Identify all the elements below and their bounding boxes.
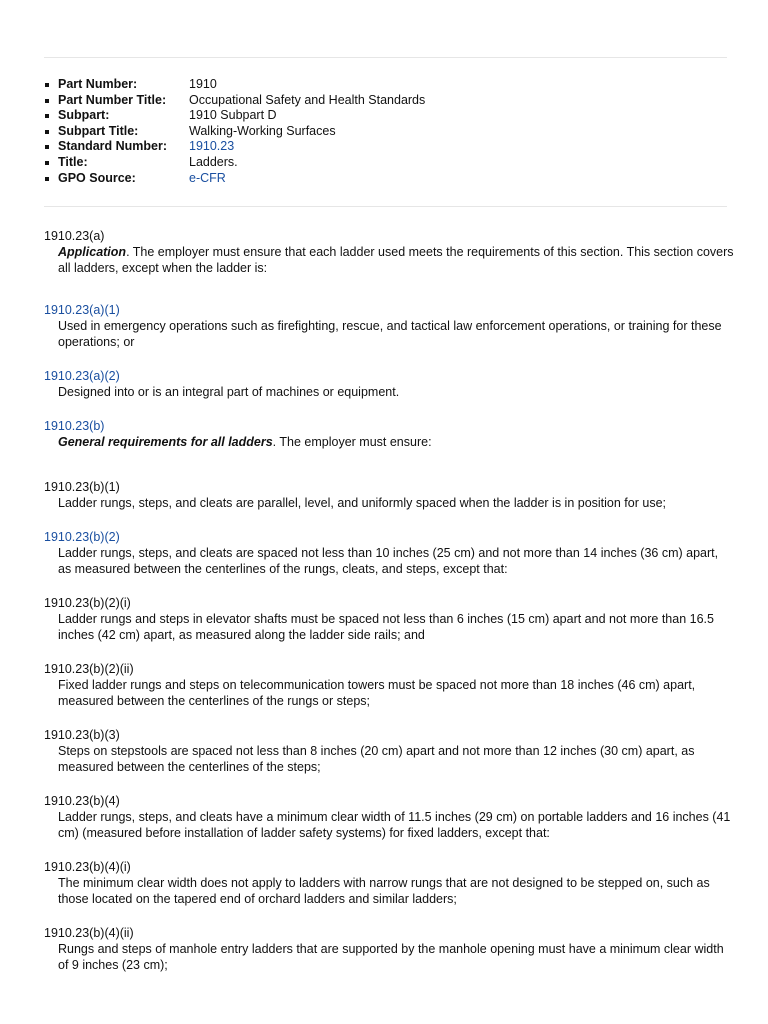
- bullet-icon: [45, 161, 49, 165]
- section-1910-23-b-3: [44, 727, 734, 775]
- metadata-value: 1910 Subpart D: [189, 108, 277, 123]
- section-1910-23-b-4: [44, 793, 734, 841]
- section-text: Steps on stepstools are spaced not less than 8 inches (20 cm) apart and not more than 12 inches (30 cm) apart, as measured between the centerlines of the steps;: [58, 744, 695, 774]
- section-text: Ladder rungs, steps, and cleats are parallel, level, and uniformly spaced when the ladder is in position for use;: [58, 496, 666, 510]
- section-1910-23-a-2: [44, 368, 734, 400]
- section-id-link[interactable]: 1910.23(a)(1): [44, 303, 120, 317]
- section-id-link[interactable]: 1910.23(a)(2): [44, 369, 120, 383]
- bullet-icon: [45, 99, 49, 103]
- metadata-label: Subpart Title:: [58, 123, 139, 138]
- section-1910-23-b-4-i: [44, 859, 734, 907]
- metadata-title: [44, 155, 724, 171]
- standard-number-link[interactable]: 1910.23: [189, 139, 235, 154]
- metadata-value: 1910: [189, 77, 217, 91]
- section-body: . The employer must ensure that each ladder used meets the requirements of this section. This section covers all ladders, except when the ladder is:: [58, 245, 734, 275]
- section-id: 1910.23(b)(4): [44, 794, 120, 808]
- metadata-divider: [44, 206, 727, 207]
- metadata-subpart-title: [44, 124, 724, 140]
- section-text: [44, 244, 734, 276]
- bullet-icon: [45, 114, 49, 118]
- bullet-icon: [45, 83, 49, 87]
- section-heading: Application: [58, 245, 127, 259]
- section-text: Ladder rungs, steps, and cleats have a minimum clear width of 11.5 inches (29 cm) on portable ladders and 16 inches (41 cm) (measured before installation of ladder safety systems) for fixed ladders, except that:: [58, 810, 731, 840]
- metadata-part-number: [44, 77, 724, 93]
- section-id-link[interactable]: 1910.23(b)(2): [44, 530, 120, 544]
- section-id: 1910.23(b)(1): [44, 480, 120, 494]
- section-1910-23-b: [44, 418, 734, 450]
- section-text: [44, 434, 734, 450]
- section-text: Designed into or is an integral part of machines or equipment.: [58, 385, 400, 399]
- section-id: 1910.23(a): [44, 229, 105, 243]
- section-1910-23-a-1: [44, 302, 734, 350]
- section-id: 1910.23(b)(2)(ii): [44, 662, 134, 676]
- section-1910-23-a: [44, 228, 734, 276]
- section-id: 1910.23(b)(4)(ii): [44, 926, 134, 940]
- metadata-label: Title:: [58, 154, 88, 169]
- section-1910-23-b-2-i: [44, 595, 734, 643]
- section-body: . The employer must ensure:: [272, 435, 432, 449]
- section-id-link[interactable]: 1910.23(b): [44, 419, 105, 433]
- gpo-source-link[interactable]: e-CFR: [189, 170, 226, 185]
- metadata-part-number-title: [44, 93, 724, 109]
- standard-metadata-list: [44, 77, 724, 186]
- section-text: Rungs and steps of manhole entry ladders that are supported by the manhole opening must have a minimum clear width of 9 inches (23 cm);: [58, 942, 724, 972]
- metadata-value: Walking-Working Surfaces: [189, 123, 336, 138]
- section-1910-23-b-4-ii: [44, 925, 734, 973]
- metadata-label: Standard Number:: [58, 139, 168, 154]
- section-text: Ladder rungs, steps, and cleats are spaced not less than 10 inches (25 cm) and not more than 14 inches (36 cm) apart, as measured between the centerlines of the rungs, cleats, and steps, except that:: [58, 546, 719, 576]
- section-id: 1910.23(b)(2)(i): [44, 596, 131, 610]
- section-id: 1910.23(b)(4)(i): [44, 860, 131, 874]
- section-text: Fixed ladder rungs and steps on telecommunication towers must be spaced not more than 18 inches (46 cm) apart, measured between the centerlines of the rungs or steps;: [58, 678, 696, 708]
- metadata-label: Part Number:: [58, 77, 138, 91]
- bullet-icon: [45, 130, 49, 134]
- metadata-label: GPO Source:: [58, 170, 136, 185]
- metadata-value: Ladders.: [189, 154, 238, 169]
- bullet-icon: [45, 145, 49, 149]
- metadata-label: Subpart:: [58, 108, 110, 123]
- top-divider: [44, 57, 727, 58]
- section-1910-23-b-2: [44, 529, 734, 577]
- section-text: Ladder rungs and steps in elevator shafts must be spaced not less than 6 inches (15 cm) apart and not more than 16.5 inches (42 cm) apart, as measured along the ladder side rails; and: [58, 612, 714, 642]
- metadata-subpart: [44, 108, 724, 124]
- section-text: Used in emergency operations such as firefighting, rescue, and tactical law enforcement operations, or training for these operations; or: [58, 319, 722, 349]
- section-heading: General requirements for all ladders: [58, 435, 273, 449]
- metadata-standard-number: [44, 139, 724, 155]
- bullet-icon: [45, 177, 49, 181]
- metadata-value: Occupational Safety and Health Standards: [189, 92, 426, 107]
- section-1910-23-b-1: [44, 479, 734, 511]
- metadata-gpo-source: [44, 171, 724, 187]
- section-text: The minimum clear width does not apply to ladders with narrow rungs that are not designed to be stepped on, such as those located on the tapered end of orchard ladders and similar ladders;: [58, 876, 710, 906]
- section-1910-23-b-2-ii: [44, 661, 734, 709]
- metadata-label: Part Number Title:: [58, 92, 167, 107]
- section-id: 1910.23(b)(3): [44, 728, 120, 742]
